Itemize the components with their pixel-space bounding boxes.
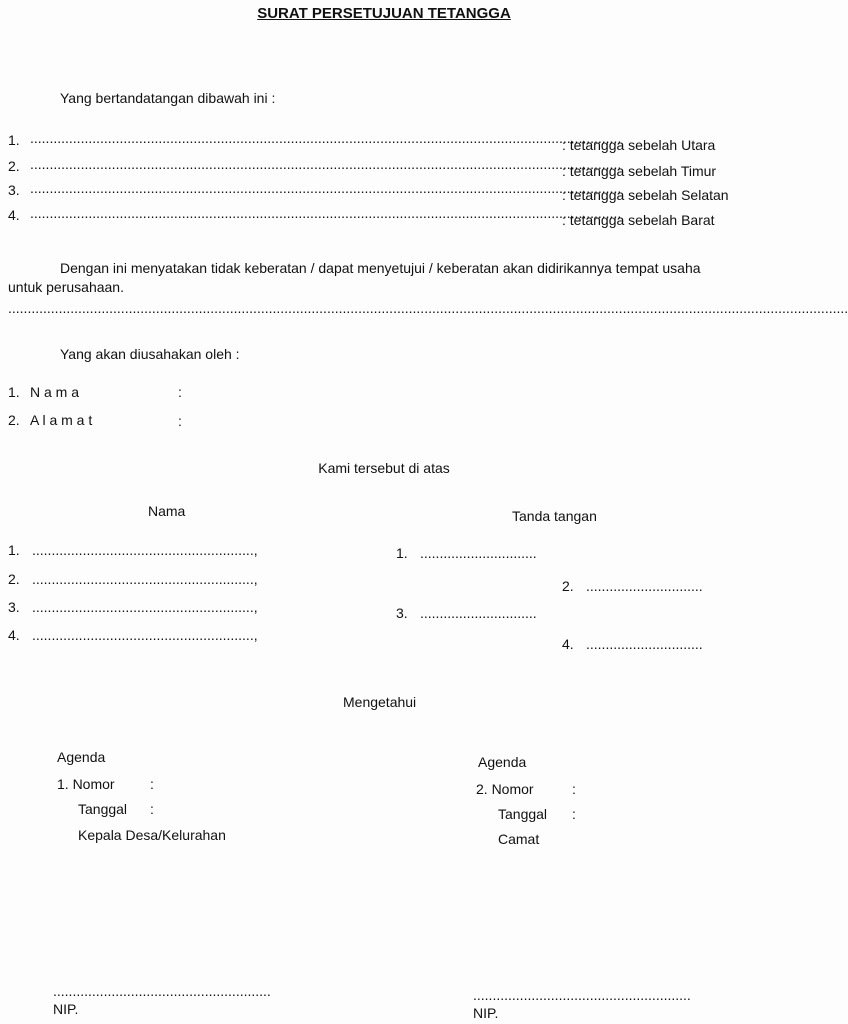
right-nomor: 2. Nomor [476,781,534,797]
business-field-name-label: N a m a [30,384,80,400]
left-nomor-colon: : [150,776,154,792]
intro-text: Yang bertandatangan dibawah ini : [60,90,276,106]
signature-row-line: .............................. [586,578,703,594]
document-title: SURAT PERSETUJUAN TETANGGA [257,5,511,22]
left-tanggal-colon: : [150,801,154,817]
name-row-line: ........................................................., [32,599,258,615]
neighbor-label: : tetangga sebelah Selatan [562,187,729,203]
neighbor-fill-line: ........................................................................................................................................................ [30,156,622,172]
signature-row-number: 1. [396,545,408,561]
business-field-colon: : [178,384,182,400]
name-row-number: 4. [8,627,20,643]
right-nip: NIP. [473,1005,499,1021]
signature-row-line: .............................. [420,605,537,621]
left-official-title: Kepala Desa/Kelurahan [78,827,226,843]
left-nomor: 1. Nomor [57,776,115,792]
signature-row-number: 2. [562,578,574,594]
right-tanggal-colon: : [572,806,576,822]
neighbor-number: 1. [8,132,20,148]
business-field-address-label: A l a m a t [30,412,93,428]
statement-fill-line: ........................................................................................................................................................................................................................ [8,300,848,316]
signature-row-number: 4. [562,636,574,652]
business-field-number: 1. [8,384,20,400]
right-agenda: Agenda [478,754,527,770]
neighbor-label: : tetangga sebelah Barat [562,212,715,228]
statement-line-2: untuk perusahaan. [8,279,124,295]
signature-row-number: 3. [396,605,408,621]
right-official-title: Camat [498,831,540,847]
name-row-line: ........................................................., [32,542,258,558]
column-nama-header: Nama [148,503,186,519]
business-field-colon: : [178,413,182,429]
neighbor-label: : tetangga sebelah Timur [562,163,717,179]
signature-row-line: .............................. [586,636,703,652]
neighbor-number: 4. [8,207,20,223]
name-row-line: ........................................................., [32,627,258,643]
business-field-number: 2. [8,412,20,428]
left-agenda: Agenda [57,749,106,765]
right-tanggal: Tanggal [498,806,548,822]
right-signature-line: ........................................................ [473,987,691,1003]
neighbor-fill-line: ........................................................................................................................................................ [30,180,622,196]
name-row-number: 2. [8,571,20,587]
statement-line-1: Dengan ini menyatakan tidak keberatan / dapat menyetujui / keberatan akan didirikannya tempat usaha [60,260,701,276]
kami-heading: Kami tersebut di atas [318,460,450,476]
name-row-line: ........................................................., [32,571,258,587]
left-signature-line: ........................................................ [53,983,271,999]
neighbor-fill-line: ........................................................................................................................................................ [30,205,622,221]
name-row-number: 3. [8,599,20,615]
mengetahui-heading: Mengetahui [343,694,417,710]
left-tanggal: Tanggal [78,801,128,817]
neighbor-number: 2. [8,158,20,174]
neighbor-number: 3. [8,182,20,198]
left-nip: NIP. [53,1001,79,1017]
business-intro: Yang akan diusahakan oleh : [60,346,240,362]
neighbor-fill-line: ........................................................................................................................................................ [30,130,622,146]
signature-row-line: .............................. [420,545,537,561]
name-row-number: 1. [8,542,20,558]
neighbor-label: : tetangga sebelah Utara [562,137,716,153]
column-ttd-header: Tanda tangan [512,508,597,524]
right-nomor-colon: : [572,781,576,797]
